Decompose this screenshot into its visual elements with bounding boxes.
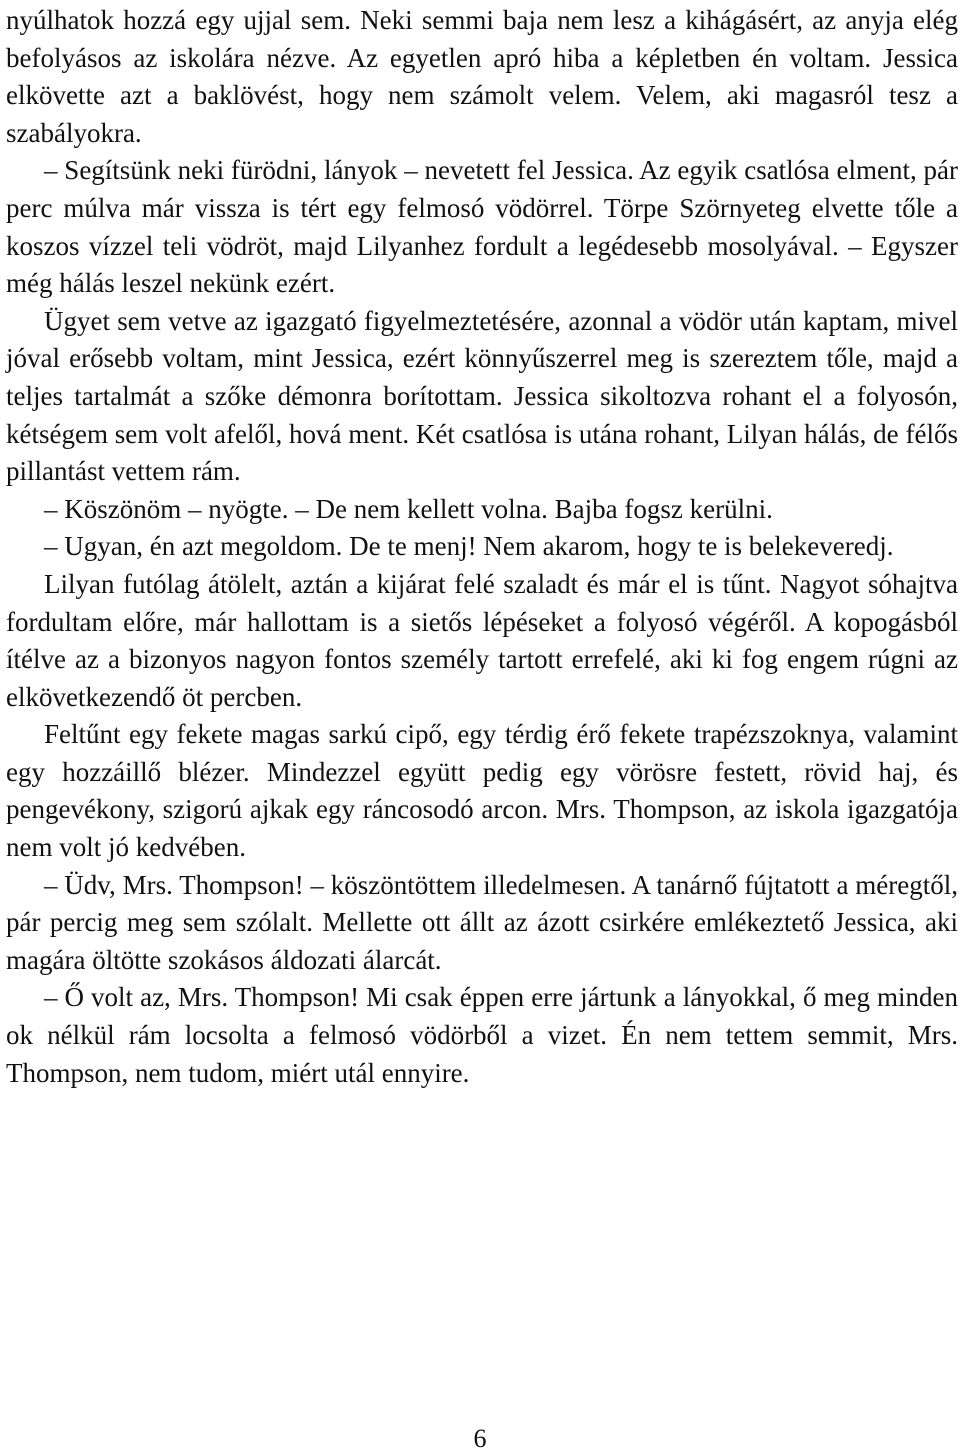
body-text — [6, 2, 958, 1092]
paragraph: – Üdv, Mrs. Thompson! – köszöntöttem illedelmesen. A tanárnő fújtatott a méregtől, pár percig meg sem szólalt. Mellette ott állt az ázott csirkére emlékeztető Jessica, aki magára öltötte szokásos áldozati álarcát. — [6, 869, 958, 975]
paragraph: Ügyet sem vetve az igazgató figyelmeztetésére, azonnal a vödör után kaptam, mivel jóval erősebb voltam, mint Jessica, ezért könnyűszerrel meg is szereztem tőle, majd a teljes tartalmát a szőke démonra borítottam. Jessica sikoltozva rohant el a folyosón, kétségem sem volt afelől, hová ment. Két csatlósa is utána rohant, Lilyan hálás, de félős pillantást vettem rám. — [6, 305, 958, 487]
paragraph: – Segítsünk neki fürödni, lányok – nevetett fel Jessica. Az egyik csatlósa elment, pár perc múlva már vissza is tért egy felmosó vödörrel. Törpe Szörnyeteg elvette tőle a koszos vízzel teli vödröt, majd Lilyanhez fordult a legédesebb mosolyával. – Egyszer még hálás leszel nekünk ezért. — [6, 155, 958, 299]
paragraph: Lilyan futólag átölelt, aztán a kijárat felé szaladt és már el is tűnt. Nagyot sóhajtva fordultam előre, már hallottam is a sietős lépéseket a folyosó végéről. A kopogásból ítélve az a bizonyos nagyon fontos személy tartott errefelé, aki ki fog engem rúgni az elkövetkezendő öt percben. — [6, 568, 958, 712]
page-number: 6 — [473, 1424, 487, 1453]
paragraph: nyúlhatok hozzá egy ujjal sem. Neki semmi baja nem lesz a kihágásért, az anyja elég befolyásos az iskolára nézve. Az egyetlen apró hiba a képletben én voltam. Jessica elkövette azt a baklövést, hogy nem számolt velem. Velem, aki magasról tesz a szabályokra. — [6, 5, 958, 148]
paragraph: – Köszönöm – nyögte. – De nem kellett volna. Bajba fogsz kerülni. — [44, 493, 773, 524]
paragraph: – Ugyan, én azt megoldom. De te menj! Nem akarom, hogy te is belekeveredj. — [44, 531, 894, 562]
paragraph: – Ő volt az, Mrs. Thompson! Mi csak éppen erre jártunk a lányokkal, ő meg minden ok nélkül rám locsolta a felmosó vödörből a vizet. Én nem tettem semmit, Mrs. Thompson, nem tudom, miért utál ennyire. — [6, 982, 958, 1088]
paragraph: Feltűnt egy fekete magas sarkú cipő, egy térdig érő fekete trapézszoknya, valamint egy hozzáillő blézer. Mindezzel együtt pedig egy vörösre festett, rövid haj, és pengevékony, szigorú ajkak egy ráncosodó arcon. Mrs. Thompson, az iskola igazgatója nem volt jó kedvében. — [6, 719, 958, 863]
